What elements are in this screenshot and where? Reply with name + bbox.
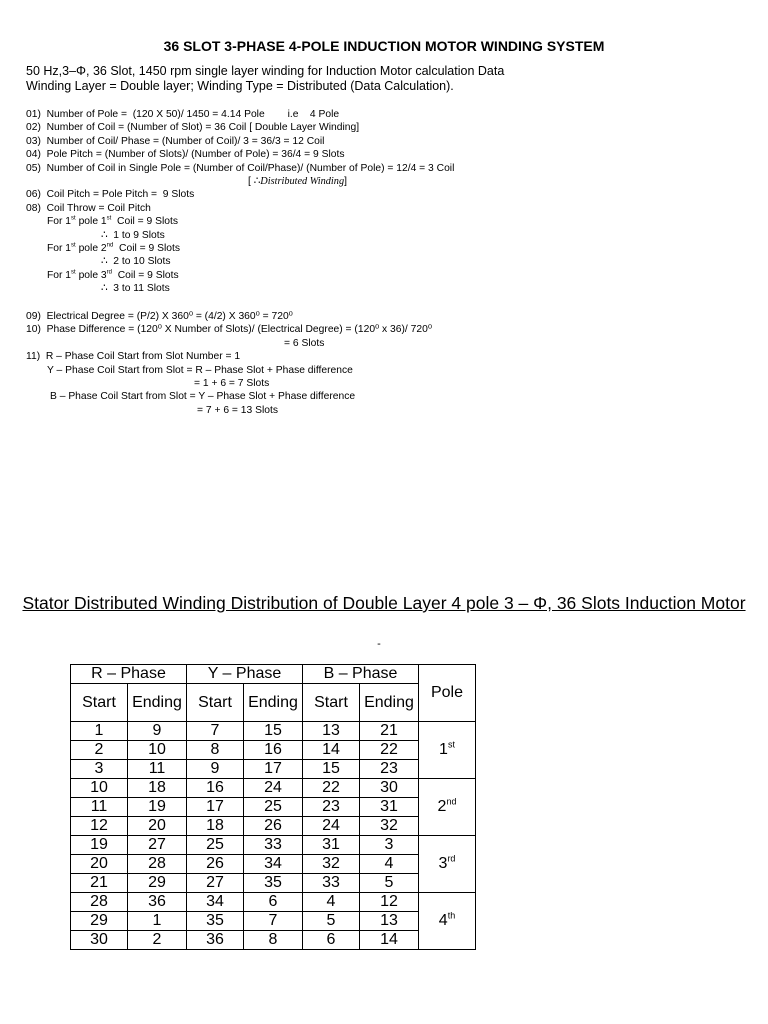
- calc-line-10: 10) Phase Difference = (120⁰ X Number of Slots)/ (Electrical Degree) = (120⁰ x 36)/ 720⁰: [26, 324, 432, 336]
- table-cell: 23: [303, 798, 360, 817]
- table-cell: 12: [360, 893, 419, 912]
- table-cell: 24: [303, 817, 360, 836]
- table-cell: 18: [187, 817, 244, 836]
- table-cell: 18: [128, 779, 187, 798]
- pole-coil-3-result: ∴ 3 to 11 Slots: [101, 283, 170, 295]
- ending-header: [360, 684, 419, 722]
- calc-line-03: 03) Number of Coil/ Phase = (Number of Coil)/ 3 = 36/3 = 12 Coil: [26, 135, 325, 147]
- table-cell: 2: [71, 741, 128, 760]
- table-cell: 32: [303, 855, 360, 874]
- table-cell: 21: [360, 722, 419, 741]
- pole-cell: [419, 893, 476, 950]
- pole-ordinal: nd: [446, 796, 457, 807]
- winding-table: [70, 664, 476, 950]
- ordinal: nd: [106, 242, 114, 249]
- table-cell: 28: [128, 855, 187, 874]
- table-cell: 31: [303, 836, 360, 855]
- section-title: Stator Distributed Winding Distribution of Double Layer 4 pole 3 – Φ, 36 Slots Induction Motor: [22, 593, 746, 613]
- pole-ordinal: rd: [447, 853, 456, 864]
- table-cell: 2: [128, 931, 187, 950]
- table-cell: 27: [187, 874, 244, 893]
- pole-coil-1-result: ∴ 1 to 9 Slots: [101, 229, 165, 241]
- table-cell: 21: [71, 874, 128, 893]
- ordinal: st: [106, 215, 112, 222]
- table-row: [71, 893, 476, 912]
- table-cell: 17: [244, 760, 303, 779]
- table-cell: 16: [244, 741, 303, 760]
- ordinal: st: [71, 242, 76, 249]
- ending-label: Ending: [248, 694, 298, 711]
- section-dash: -: [377, 638, 381, 650]
- table-cell: 12: [71, 817, 128, 836]
- table-cell: 14: [360, 931, 419, 950]
- table-cell: 10: [128, 741, 187, 760]
- note-italic: Distributed Winding: [260, 175, 345, 187]
- ending-header: [128, 684, 187, 722]
- calc-line-11-b-result: = 7 + 6 = 13 Slots: [197, 404, 279, 416]
- table-row: [71, 817, 476, 836]
- calc-line-06: 06) Coil Pitch = Pole Pitch = 9 Slots: [26, 189, 195, 201]
- table-cell: 35: [187, 912, 244, 931]
- table-cell: 30: [71, 931, 128, 950]
- table-cell: 9: [128, 722, 187, 741]
- pole-coil-2-result: ∴ 2 to 10 Slots: [101, 256, 171, 268]
- text: Coil = 9 Slots: [111, 269, 179, 281]
- text: pole 3: [75, 269, 107, 281]
- table-cell: 36: [187, 931, 244, 950]
- table-cell: 8: [187, 741, 244, 760]
- table-cell: 34: [187, 893, 244, 912]
- b-phase-header: B – Phase: [303, 665, 419, 684]
- table-cell: 16: [187, 779, 244, 798]
- table-cell: 34: [244, 855, 303, 874]
- table-cell: 6: [244, 893, 303, 912]
- table-cell: 4: [303, 893, 360, 912]
- table-cell: 29: [71, 912, 128, 931]
- table-body: [71, 722, 476, 950]
- table-cell: 11: [128, 760, 187, 779]
- table-cell: 27: [128, 836, 187, 855]
- calc-line-02: 02) Number of Coil = (Number of Slot) = 36 Coil [ Double Layer Winding]: [26, 122, 360, 134]
- table-cell: 36: [128, 893, 187, 912]
- text: pole 1: [75, 216, 107, 228]
- ordinal: rd: [106, 269, 112, 276]
- table-cell: 25: [244, 798, 303, 817]
- text: For 1: [47, 242, 72, 254]
- pole-number: 4: [438, 912, 448, 929]
- text: For 1: [47, 269, 72, 281]
- calculation-list-2: [26, 310, 432, 417]
- pole-number: 2: [437, 798, 447, 815]
- table-cell: 35: [244, 874, 303, 893]
- table-cell: 1: [71, 722, 128, 741]
- intro-text: [26, 64, 504, 94]
- table-cell: 32: [360, 817, 419, 836]
- calc-line-11-y-result: = 1 + 6 = 7 Slots: [194, 377, 270, 389]
- table-cell: 15: [303, 760, 360, 779]
- ending-header: [244, 684, 303, 722]
- table-cell: 19: [128, 798, 187, 817]
- table-cell: 4: [360, 855, 419, 874]
- intro-line-2: Winding Layer = Double layer; Winding Type = Distributed (Data Calculation).: [26, 79, 454, 93]
- text: pole 2: [75, 242, 107, 254]
- table-cell: 10: [71, 779, 128, 798]
- r-phase-header: R – Phase: [71, 665, 187, 684]
- ending-label: Ending: [364, 694, 414, 711]
- table-cell: 13: [303, 722, 360, 741]
- table-row: [71, 760, 476, 779]
- table-cell: 26: [244, 817, 303, 836]
- calc-line-08: 08) Coil Throw = Coil Pitch: [26, 202, 151, 214]
- note-open: [ ∴: [248, 175, 261, 187]
- calc-line-05: 05) Number of Coil in Single Pole = (Number of Coil/Phase)/ (Number of Pole) = 12/4 = 3 Coil: [26, 162, 455, 174]
- table-cell: 33: [244, 836, 303, 855]
- calc-line-11-y: Y – Phase Coil Start from Slot = R – Phase Slot + Phase difference: [47, 364, 353, 376]
- pole-cell: [419, 722, 476, 779]
- pole-coil-2: [26, 242, 454, 255]
- table-cell: 20: [71, 855, 128, 874]
- table-cell: 31: [360, 798, 419, 817]
- pole-number: 3: [438, 855, 448, 872]
- table-row: [71, 779, 476, 798]
- table-cell: 24: [244, 779, 303, 798]
- table-header-row: [71, 665, 476, 684]
- table-cell: 13: [360, 912, 419, 931]
- note-close: ]: [344, 175, 347, 187]
- table-cell: 9: [187, 760, 244, 779]
- table-cell: 7: [187, 722, 244, 741]
- table-cell: 26: [187, 855, 244, 874]
- table-cell: 8: [244, 931, 303, 950]
- pole-ordinal: st: [447, 739, 455, 750]
- table-cell: 15: [244, 722, 303, 741]
- table-cell: 19: [71, 836, 128, 855]
- ordinal: st: [71, 215, 76, 222]
- table-cell: 14: [303, 741, 360, 760]
- table-row: [71, 741, 476, 760]
- text: Coil = 9 Slots: [111, 216, 178, 228]
- y-phase-header: Y – Phase: [187, 665, 303, 684]
- table-cell: 5: [303, 912, 360, 931]
- pole-header: Pole: [419, 665, 476, 722]
- table-cell: 7: [244, 912, 303, 931]
- pole-coil-3: [26, 269, 454, 282]
- pole-ordinal: th: [447, 910, 456, 921]
- pole-cell: [419, 836, 476, 893]
- start-header: Start: [303, 684, 360, 722]
- table-cell: 5: [360, 874, 419, 893]
- table-cell: 23: [360, 760, 419, 779]
- table-cell: 6: [303, 931, 360, 950]
- pole-cell: [419, 779, 476, 836]
- table-cell: 22: [303, 779, 360, 798]
- calc-line-09: 09) Electrical Degree = (P/2) X 360⁰ = (4/2) X 360⁰ = 720⁰: [26, 311, 293, 322]
- table-cell: 3: [360, 836, 419, 855]
- table-cell: 25: [187, 836, 244, 855]
- pole-number: 1: [439, 741, 448, 758]
- calc-line-11-b: B – Phase Coil Start from Slot = Y – Phase Slot + Phase difference: [50, 391, 356, 403]
- table-row: [71, 722, 476, 741]
- table-cell: 11: [71, 798, 128, 817]
- table-subheader-row: [71, 684, 476, 722]
- document-title: 36 SLOT 3-PHASE 4-POLE INDUCTION MOTOR WINDING SYSTEM: [163, 38, 605, 54]
- table-cell: 20: [128, 817, 187, 836]
- pole-coil-1: [26, 215, 454, 228]
- table-cell: 22: [360, 741, 419, 760]
- calc-line-01: 01) Number of Pole = (120 X 50)/ 1450 = 4.14 Pole i.e 4 Pole: [26, 109, 340, 120]
- table-cell: 1: [128, 912, 187, 931]
- calc-line-10-result: = 6 Slots: [284, 337, 325, 349]
- text: Coil = 9 Slots: [113, 242, 181, 254]
- table-cell: 29: [128, 874, 187, 893]
- table-row: [71, 931, 476, 950]
- calculation-list: [26, 108, 454, 295]
- calc-line-05-note: [26, 175, 454, 188]
- table-row: [71, 874, 476, 893]
- table-cell: 17: [187, 798, 244, 817]
- calc-line-11: 11) R – Phase Coil Start from Slot Number = 1: [26, 351, 241, 363]
- table-row: [71, 798, 476, 817]
- ordinal: st: [71, 269, 76, 276]
- text: For 1: [47, 216, 72, 228]
- table-cell: 28: [71, 893, 128, 912]
- intro-line-1: 50 Hz,3–Φ, 36 Slot, 1450 rpm single layer winding for Induction Motor calculation Data: [26, 64, 505, 78]
- ending-label: Ending: [132, 694, 182, 711]
- table-row: [71, 855, 476, 874]
- table-row: [71, 912, 476, 931]
- table-cell: 33: [303, 874, 360, 893]
- start-header: Start: [187, 684, 244, 722]
- calc-line-04: 04) Pole Pitch = (Number of Slots)/ (Number of Pole) = 36/4 = 9 Slots: [26, 149, 345, 161]
- table-cell: 3: [71, 760, 128, 779]
- table-cell: 30: [360, 779, 419, 798]
- start-header: Start: [71, 684, 128, 722]
- table-row: [71, 836, 476, 855]
